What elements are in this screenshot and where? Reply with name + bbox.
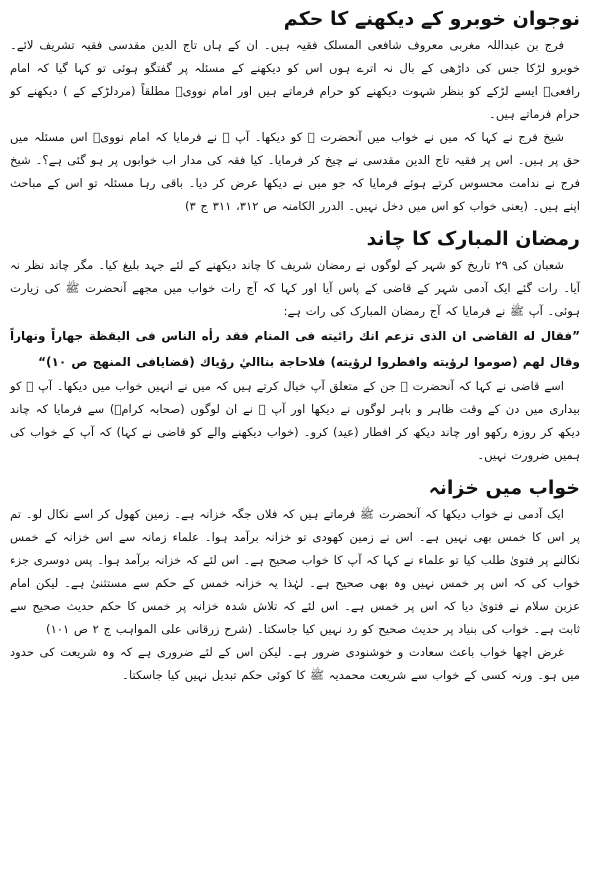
- section-spacer: [10, 467, 580, 475]
- section-heading: رمضان المبارک کا چاند: [366, 228, 580, 250]
- section-treasure-dream: [10, 475, 580, 687]
- section-young-boy-ruling: [10, 6, 580, 218]
- paragraph: غرض اچھا خواب باعث سعادت و خوشنودی ضرور ہے۔ لیکن اس کے لئے ضروری ہے کہ وہ شریعت کی حدود میں ہو۔ ورنہ کسی کے خواب سے شریعت محمدیہ ﷺ کا کوئی حکم تبدیل نہیں کیا جاسکتا۔: [10, 645, 580, 682]
- section-spacer: [10, 218, 580, 226]
- section-ramadan-moon: [10, 226, 580, 467]
- section-heading: خواب میں خزانہ: [428, 477, 580, 499]
- paragraph: شعبان کی ۲۹ تاریخ کو شہر کے لوگوں نے رمضان شریف کا چاند دیکھنے کے لئے جہد بلیغ کیا۔ مگر چاند نظر نہ آیا۔ رات گئے ایک آدمی شہر کے قاضی کے پاس آیا اور کہا کہ آج رات خواب میں مجھے آنحضرت ﷺ کی زیارت ہوئی۔ آپ ﷺ نے فرمایا کہ آج رمضان المبارک کی رات ہے:: [10, 258, 580, 318]
- section-heading: نوجوان خوبرو کے دیکھنے کا حکم: [283, 8, 580, 30]
- paragraph: اسے قاضی نے کہا کہ آنحضرت ﷺ جن کے متعلق آپ خیال کرتے ہیں کہ میں نے انہیں خواب میں دیکھا۔ آپ ﷺ کو بیداری میں دن کے وقت ظاہر و باہر لوگوں نے دیکھا اور آپ ﷺ نے ان لوگوں (صحابہ کرامؓ) سے فرمایا کہ چاند دیکھ کر روزہ رکھو اور چاند دیکھ کر افطار (عید) کرو۔ (خواب دیکھنے والے کو قاضی نے کہا) کہ آپ کے خواب کی ہمیں ضرورت نہیں۔: [10, 379, 580, 462]
- paragraph: فرج بن عبداللہ مغربی معروف شافعی المسلک فقیہ ہیں۔ ان کے ہاں تاج الدین مقدسی فقیہ تشریف لائے۔ خوبرو لڑکا جس کی داڑھی کے بال نہ اترے ہوں اس کو دیکھنے کے مسئلہ پر گفتگو ہوئی تو کہا گیا کہ امام رافعیؒ ایسے لڑکے کو بنظر شہوت دیکھنے کو حرام فرماتے ہیں اور امام نوویؒ مطلقاً (مردلڑکے کے ) دیکھنے کو حرام فرماتے ہیں۔: [10, 38, 580, 121]
- paragraph: ایک آدمی نے خواب دیکھا کہ آنحضرت ﷺ فرماتے ہیں کہ فلاں جگہ خزانہ ہے۔ زمین کھول کر اسے نکال لو۔ تم پر اس کا خمس بھی نہیں ہے۔ اس نے زمین کھودی تو خزانہ برآمد ہوا۔ علماء زمانہ سے اس خزانہ کے خمس نکالنے پر فتویٰ طلب کیا تو علماء نے کہا کہ آپ کا خواب صحیح ہے۔ اس لئے کہ خزانہ برآمد ہوا۔ پس دوسری جزء خواب کی کہ اس پر خمس نہیں وہ بھی صحیح ہے۔ لہٰذا یہ خزانہ خمس کے حکم سے مستثنیٰ ہے۔ لیکن امام عزبن سلام نے فتویٰ دیا کہ اس پر خمس ہے۔ اس لئے کہ تلاش شدہ خزانہ پر خمس کا حکم حدیث صحیح سے ثابت ہے۔ خواب کی بنیاد پر حدیث صحیح کو رد نہیں کیا جاسکتا۔ (شرح زرقانی علی المواہب ج ۲ ص ۱۰۱): [10, 507, 580, 636]
- arabic-quote: ”فقال له القاضی ان الذی تزعم انك رائيته فی المنام فقد رأه الناس فی اليقظة جهاراً ونهاراً وقال لهم (صوموا لرؤيته وافطروا لرؤيته) فلاحاجة بنااليٰ رؤياك (قضايافی المنهج ص ۱۰)“: [10, 329, 580, 369]
- paragraph: شیخ فرج نے کہا کہ میں نے خواب میں آنحضرت ﷺ کو دیکھا۔ آپ ﷺ نے فرمایا کہ امام نوویؒ اس مسئلہ میں حق پر ہیں۔ اس پر فقیہ تاج الدین مقدسی نے چیخ کر فرمایا۔ کیا فقہ کی مدار اب خوابوں پر ہو گئی ہے؟۔ شیخ فرج نے ندامت محسوس کرتے ہوئے فرمایا کہ جو میں نے دیکھا عرض کر دیا۔ باقی رہا مسئلہ تو اس کے مباحث اپنے ہیں۔ (یعنی خواب کو اس میں دخل نہیں۔ الدرر الکامنہ ص ۳۱۲، ۳۱۱ ج ۳): [10, 130, 580, 213]
